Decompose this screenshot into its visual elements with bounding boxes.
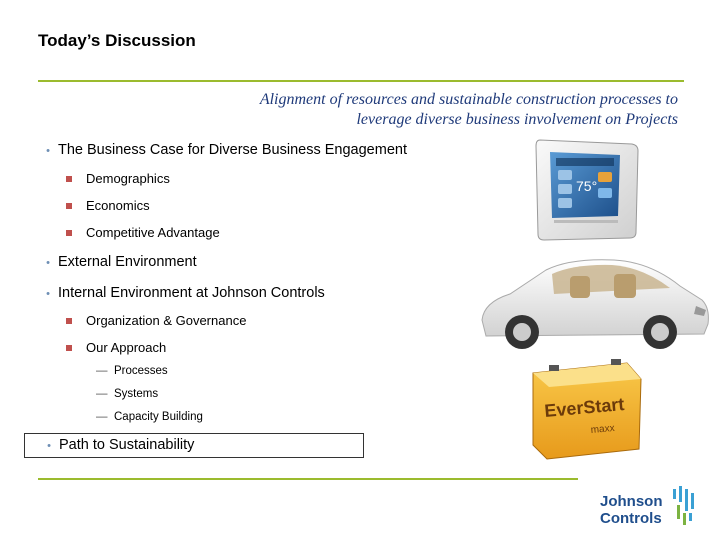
- outline-item-business-case: • The Business Case for Diverse Business Engagement: [38, 142, 407, 158]
- bottom-divider: [38, 478, 578, 480]
- outline-subitem-demographics: Demographics: [66, 171, 170, 186]
- outline-subsubitem-systems: — Systems: [96, 388, 159, 400]
- dash-bullet-icon: —: [96, 365, 108, 377]
- dash-bullet-icon: —: [96, 411, 108, 423]
- logo-line-johnson: Johnson: [600, 493, 663, 510]
- outline-item-external-environment: • External Environment: [38, 254, 197, 270]
- outline-subitem-our-approach: Our Approach: [66, 340, 166, 355]
- top-divider: [38, 80, 684, 82]
- outline-subsubitem-capacity-building: — Capacity Building: [96, 411, 203, 423]
- bullet-dot-icon: •: [46, 288, 50, 300]
- outline-subitem-organization: Organization & Governance: [66, 313, 246, 328]
- subtitle-line-2: leverage diverse business involvement on Projects: [356, 111, 678, 128]
- battery-image: [527, 355, 645, 463]
- subtitle-line-1: Alignment of resources and sustainable construction processes to: [259, 91, 678, 108]
- logo-wordmark: [600, 493, 663, 527]
- dash-bullet-icon: —: [96, 388, 108, 400]
- outline-subsubitem-processes: — Processes: [96, 365, 168, 377]
- square-bullet-icon: [66, 176, 72, 182]
- outline-item-internal-environment: • Internal Environment at Johnson Controls: [38, 285, 325, 301]
- bullet-dot-icon: •: [47, 440, 51, 452]
- square-bullet-icon: [66, 318, 72, 324]
- car-image: [474, 250, 714, 354]
- thermostat-temperature: 75°: [576, 178, 598, 194]
- slide-title: Today’s Discussion: [38, 31, 196, 50]
- outline-subitem-economics: Economics: [66, 198, 150, 213]
- slide-subtitle: [78, 90, 678, 130]
- logo-line-controls: Controls: [600, 510, 662, 527]
- bullet-dot-icon: •: [46, 145, 50, 157]
- battery-subbrand: maxx: [590, 422, 616, 436]
- thermostat-image: [532, 136, 642, 242]
- outline-item-path-to-sustainability: • Path to Sustainability: [24, 433, 364, 458]
- square-bullet-icon: [66, 345, 72, 351]
- outline-subitem-competitive-advantage: Competitive Advantage: [66, 225, 220, 240]
- square-bullet-icon: [66, 230, 72, 236]
- square-bullet-icon: [66, 203, 72, 209]
- battery-brand: EverStart: [543, 394, 626, 421]
- bullet-dot-icon: •: [46, 257, 50, 269]
